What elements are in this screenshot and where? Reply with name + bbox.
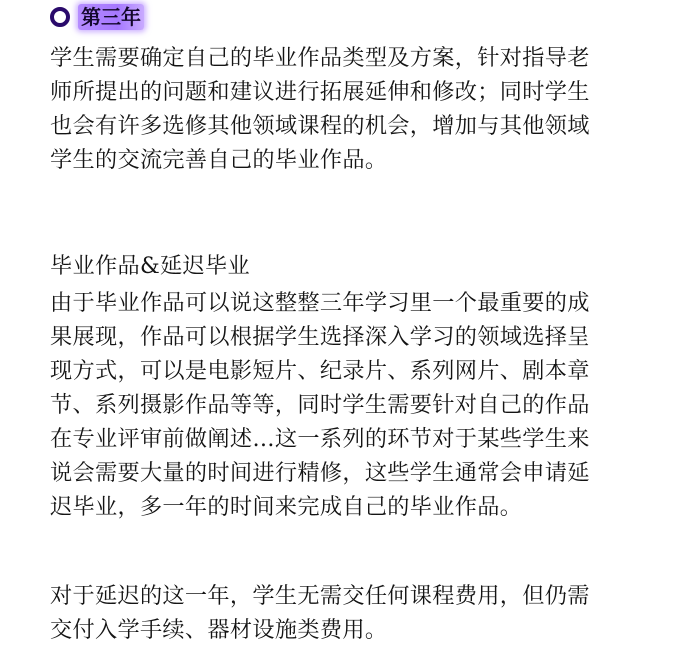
- paragraph-deferral-fees: [50, 579, 650, 647]
- paragraph-graduation-work: [50, 286, 650, 524]
- paragraph-line: 现方式，可以是电影短片、纪录片、系列网片、剧本章: [50, 358, 590, 384]
- paragraph-line: 节、系列摄影作品等等，同时学生需要针对自己的作品: [50, 392, 590, 418]
- subheading-text: 毕业作品&延迟毕业: [50, 253, 250, 279]
- paragraph-line: 由于毕业作品可以说这整整三年学习里一个最重要的成: [50, 290, 590, 316]
- paragraph-line: 学生的交流完善自己的毕业作品。: [50, 147, 388, 173]
- paragraph-line: 迟毕业，多一年的时间来完成自己的毕业作品。: [50, 494, 523, 520]
- circle-outline-icon: [50, 7, 70, 27]
- paragraph-year-three: [50, 41, 650, 177]
- paragraph-line: 师所提出的问题和建议进行拓展延伸和修改；同时学生: [50, 79, 590, 105]
- paragraph-line: 交付入学手续、器材设施类费用。: [50, 617, 388, 643]
- paragraph-line: 果展现，作品可以根据学生选择深入学习的领域选择呈: [50, 324, 590, 350]
- paragraph-line: 说会需要大量的时间进行精修，这些学生通常会申请延: [50, 460, 590, 486]
- paragraph-line: 在专业评审前做阐述…这一系列的环节对于某些学生来: [50, 426, 590, 452]
- section-heading: [50, 2, 144, 32]
- paragraph-line: 也会有许多选修其他领域课程的机会，增加与其他领域: [50, 113, 590, 139]
- paragraph-line: 学生需要确定自己的毕业作品类型及方案，针对指导老: [50, 45, 590, 71]
- subheading-graduation-work: [50, 249, 650, 283]
- paragraph-line: 对于延迟的这一年，学生无需交任何课程费用，但仍需: [50, 583, 590, 609]
- section-heading-text: 第三年: [78, 4, 144, 30]
